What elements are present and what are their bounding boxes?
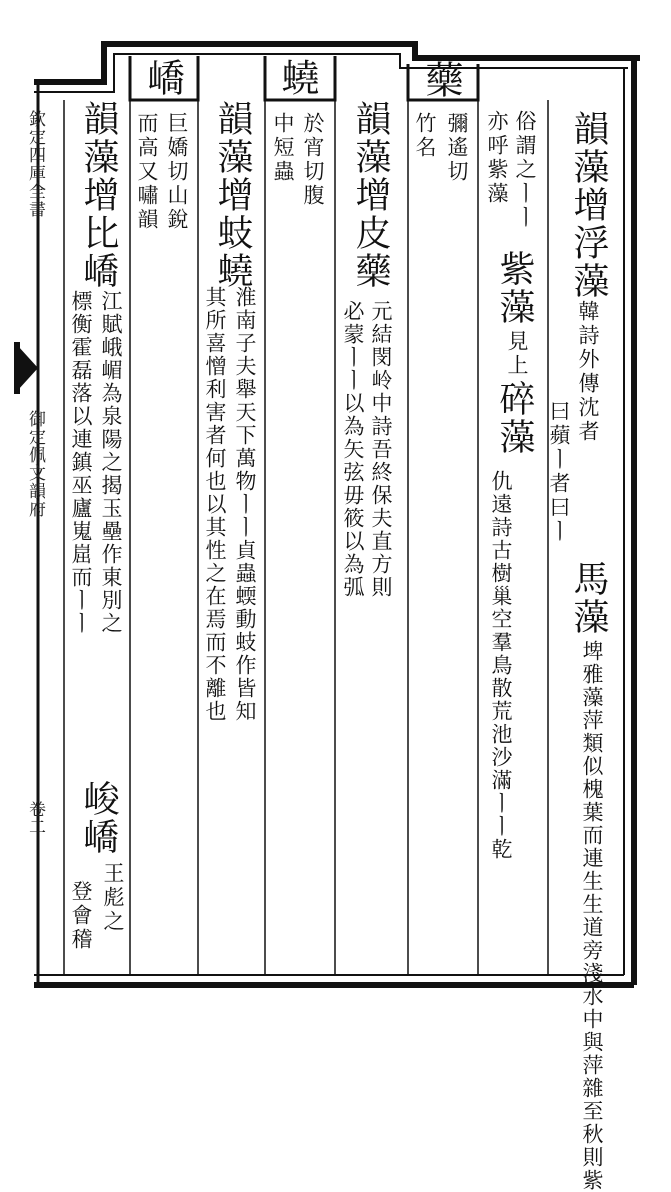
entry-note: 俗謂之ㅣㅣ	[513, 110, 537, 230]
entry-mazao	[568, 560, 608, 636]
headword-yao: 藥	[419, 60, 463, 98]
entry-fuzao-note-3	[486, 110, 508, 206]
entry-citation: 標衡霍磊落以連鎮巫廬嵬崫而ㅣㅣ	[69, 290, 93, 635]
headword-qiao-reading	[166, 112, 188, 232]
entry-zizao	[494, 250, 534, 326]
headword-nao-gloss	[272, 112, 294, 184]
reading: 於宵切腹	[301, 112, 325, 208]
gloss: 中短蟲	[271, 112, 295, 184]
entry-fuzao-note-2	[514, 110, 536, 230]
entry-citation: 元結閔岭中詩吾終保夫直方則	[369, 300, 393, 599]
entry-headword: 馬藻	[568, 560, 609, 636]
headword-qiao-gloss	[136, 112, 158, 232]
entry-piyao	[350, 100, 390, 290]
entry-citation: 仇遠詩古樹巢空羣鳥散荒池沙滿ㅣㅣ乾	[489, 470, 513, 861]
entry-citation: 淮南子夫舉天下萬物ㅣㅣ貞蟲蝡動蚑作皆知	[233, 286, 257, 723]
entry-suizao-citation	[490, 470, 512, 861]
margin-volume-title: 御定佩文韻府	[25, 410, 45, 518]
margin-juan: 卷二	[25, 800, 45, 836]
entry-citation: 必蒙ㅣㅣ以為矢弦毋筱以為弧	[341, 300, 365, 599]
entry-citation: 其所喜憎利害者何也以其性之在焉而不離也	[203, 286, 227, 723]
entry-note: 亦呼紫藻	[485, 110, 509, 206]
fishtail-ornament	[18, 346, 38, 390]
entry-citation: 埤雅藻萍類似槐葉而連生生道旁淺水中與萍雜至秋則紫	[580, 640, 604, 1192]
entry-fuzao-note	[548, 400, 570, 544]
headword-yao-reading	[446, 112, 468, 184]
entry-note: 曰蘋ㅣ者曰ㅣ	[547, 400, 571, 544]
entry-piyao-citation-2	[342, 300, 364, 599]
entry-junqiao-citation-2	[70, 880, 92, 952]
entry-suizao	[494, 380, 534, 456]
entry-qinao-citation-1	[234, 286, 256, 723]
reading: 巨嬌切山銳	[165, 112, 189, 232]
entry-piyao-citation-1	[370, 300, 392, 599]
entry-junqiao-citation-1	[102, 862, 124, 934]
entry-headword: 韻藻增比嶠	[78, 100, 119, 290]
entry-citation: 韓詩外傳沈者	[576, 300, 600, 444]
entry-biqiao-citation-2	[70, 290, 92, 635]
entry-citation: 登會稽	[69, 880, 93, 952]
entry-biqiao	[78, 100, 118, 290]
entry-headword: 紫藻	[494, 250, 535, 326]
entry-biqiao-citation-1	[100, 290, 122, 635]
gloss: 而高又嘯韻	[135, 112, 159, 232]
entry-headword: 韻藻增蚑蟯	[212, 100, 253, 290]
entry-mazao-citation	[581, 640, 603, 1192]
entry-note: 見上	[505, 330, 529, 378]
entry-headword: 韻藻增皮藥	[350, 100, 391, 290]
entry-fuzao	[568, 110, 608, 444]
entry-qinao-citation-2	[204, 286, 226, 723]
entry-citation: 王彪之	[101, 862, 125, 934]
headword-qiao: 嶠	[141, 58, 185, 96]
headword-nao-reading	[302, 112, 324, 208]
entry-headword: 韻藻增浮藻	[568, 110, 609, 300]
margin-book-title: 欽定四庫全書	[25, 110, 45, 218]
entry-junqiao	[78, 780, 118, 856]
headword-nao: 蟯	[275, 58, 319, 96]
headword-yao-gloss	[414, 112, 436, 160]
entry-zizao-ref	[506, 330, 528, 378]
entry-headword: 峻嶠	[78, 780, 119, 856]
entry-headword: 碎藻	[494, 380, 535, 456]
entry-qinao	[212, 100, 252, 290]
reading: 彌遙切	[445, 112, 469, 184]
gloss: 竹名	[413, 112, 437, 160]
entry-citation: 江賦峨嵋為泉陽之揭玉壘作東別之	[99, 290, 123, 635]
